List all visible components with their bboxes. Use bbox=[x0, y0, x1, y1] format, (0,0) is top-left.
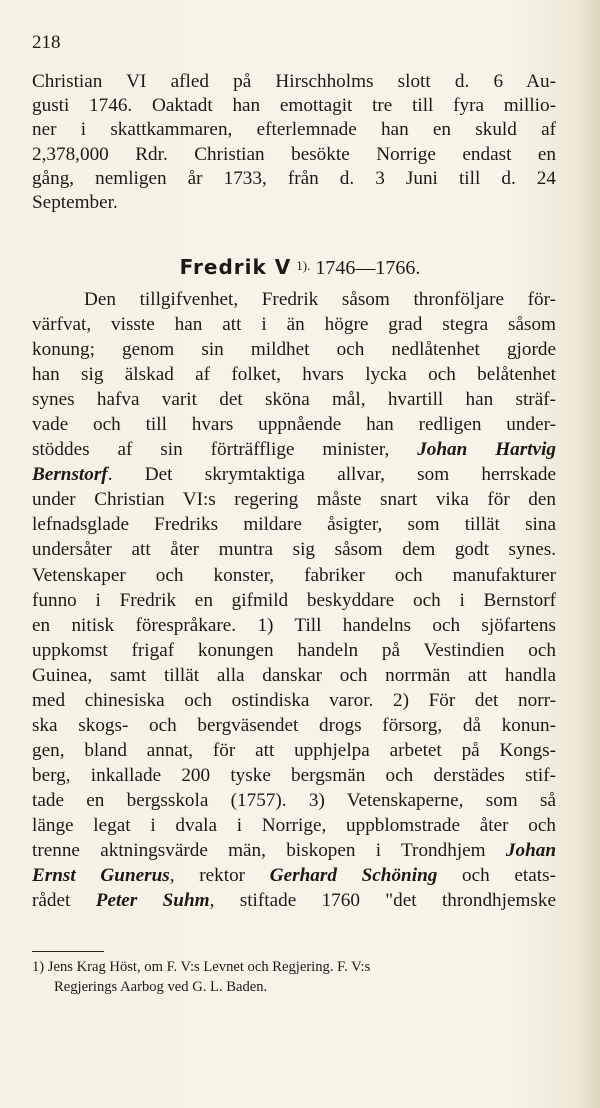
text-line bbox=[32, 337, 556, 362]
text-line bbox=[32, 738, 556, 763]
text-run: Vetenskaper och konster, fabriker och manufakturer bbox=[32, 564, 556, 586]
text-line bbox=[32, 613, 556, 638]
text-line bbox=[32, 287, 556, 312]
footnote-line: Regjerings Aarbog ved G. L. Baden. bbox=[54, 979, 268, 995]
text-line bbox=[32, 838, 556, 863]
text-line bbox=[32, 813, 556, 838]
text-run: en nitisk förespråkare. 1) Till handelns och sjöfartens bbox=[32, 614, 556, 636]
text-line bbox=[32, 412, 556, 437]
text-line: gång, nemligen år 1733, från d. 3 Juni till d. 24 bbox=[32, 167, 556, 189]
text-run: med chinesiska och ostindiska varor. 2) För det norr- bbox=[32, 689, 556, 711]
text-line bbox=[32, 888, 556, 913]
text-line: 2,378,000 Rdr. Christian besökte Norrige endast en bbox=[32, 143, 556, 165]
footnote-line: 1) Jens Krag Höst, om F. V:s Levnet och Regjering. F. V:s bbox=[32, 959, 371, 975]
text-line bbox=[32, 387, 556, 412]
text-line bbox=[32, 638, 556, 663]
heading-footnote-ref: 1). bbox=[296, 258, 311, 273]
text-line bbox=[32, 788, 556, 813]
text-line bbox=[32, 688, 556, 713]
italic-name: Bernstorf bbox=[32, 464, 108, 486]
text-run: värfvat, visste han att i än högre grad stegra såsom bbox=[32, 314, 556, 336]
text-run: , stiftade 1760 "det throndhjemske bbox=[209, 890, 556, 912]
text-run: länge legat i dvala i Norrige, uppblomstrade åter och bbox=[32, 814, 556, 836]
text-line bbox=[32, 713, 556, 738]
italic-name: Peter Suhm bbox=[95, 890, 210, 912]
text-run: lefnadsglade Fredriks mildare åsigter, som tillät sina bbox=[32, 514, 556, 536]
text-line bbox=[32, 537, 556, 562]
text-run: trenne aktningsvärde män, biskopen i Trondhjem bbox=[32, 840, 506, 862]
chapter-heading bbox=[0, 255, 600, 280]
text-line bbox=[32, 437, 556, 462]
text-line: gusti 1746. Oaktadt han emottagit tre till fyra millio- bbox=[32, 95, 556, 117]
text-run: han sig älskad af folket, hvars lycka och belåtenhet bbox=[32, 364, 556, 386]
italic-name: Johan bbox=[505, 840, 556, 862]
footnote-rule bbox=[32, 951, 104, 952]
text-line bbox=[32, 487, 556, 512]
text-line bbox=[32, 462, 556, 487]
text-line bbox=[32, 663, 556, 688]
text-line bbox=[32, 563, 556, 588]
text-run: och etats- bbox=[437, 865, 556, 887]
text-run: synes hafva varit det sköna mål, hvartill han sträf- bbox=[32, 389, 556, 411]
text-run: Guinea, samt tillät alla danskar och norrmän att handla bbox=[32, 664, 556, 686]
text-run: uppkomst frigaf konungen handeln på Vestindien och bbox=[32, 639, 556, 661]
footnote bbox=[32, 957, 556, 997]
text-run: under Christian VI:s regering måste snart vika för den bbox=[32, 489, 556, 511]
main-paragraph bbox=[32, 287, 556, 913]
text-line bbox=[32, 312, 556, 337]
text-run: , rektor bbox=[169, 865, 270, 887]
text-run: ska skogs- och bergväsendet drogs försorg, då konun- bbox=[32, 714, 556, 736]
text-line bbox=[32, 512, 556, 537]
text-line: September. bbox=[32, 192, 118, 214]
heading-name: Fredrik V bbox=[179, 255, 292, 279]
page-number: 218 bbox=[32, 32, 61, 53]
text-line bbox=[32, 588, 556, 613]
text-run: berg, inkallade 200 tyske bergsmän och derstädes stif- bbox=[32, 764, 556, 786]
text-line bbox=[32, 362, 556, 387]
italic-name: Ernst Gunerus bbox=[32, 865, 170, 887]
text-run: rådet bbox=[32, 890, 96, 912]
top-paragraph bbox=[32, 70, 556, 215]
text-line: Christian VI afled på Hirschholms slott d. 6 Au- bbox=[32, 71, 556, 92]
text-run: gen, bland annat, för att upphjelpa arbetet på Kongs- bbox=[32, 739, 556, 761]
italic-name: Johan Hartvig bbox=[417, 439, 556, 461]
text-run: stöddes af sin förträfflige minister, bbox=[32, 439, 418, 461]
text-run: funno i Fredrik en gifmild beskyddare och i Bernstorf bbox=[32, 589, 556, 611]
italic-name: Gerhard Schöning bbox=[269, 865, 438, 887]
text-line bbox=[32, 763, 556, 788]
text-run: undersåter att åter muntra sig såsom dem godt synes. bbox=[32, 539, 556, 561]
text-run: Den tillgifvenhet, Fredrik såsom thronföljare för- bbox=[84, 289, 556, 310]
text-run: tade en bergsskola (1757). 3) Vetenskaperne, som så bbox=[32, 789, 556, 811]
text-line bbox=[32, 863, 556, 888]
text-run: konung; genom sin mildhet och nedlåtenhet gjorde bbox=[32, 339, 556, 361]
text-run: vade och till hvars uppnående han redligen under- bbox=[32, 414, 556, 436]
heading-years: 1746—1766. bbox=[315, 257, 421, 279]
text-run: . Det skrymtaktiga allvar, som herrskade bbox=[107, 464, 556, 486]
text-line: ner i skattkammaren, efterlemnade han en skuld af bbox=[32, 119, 556, 141]
